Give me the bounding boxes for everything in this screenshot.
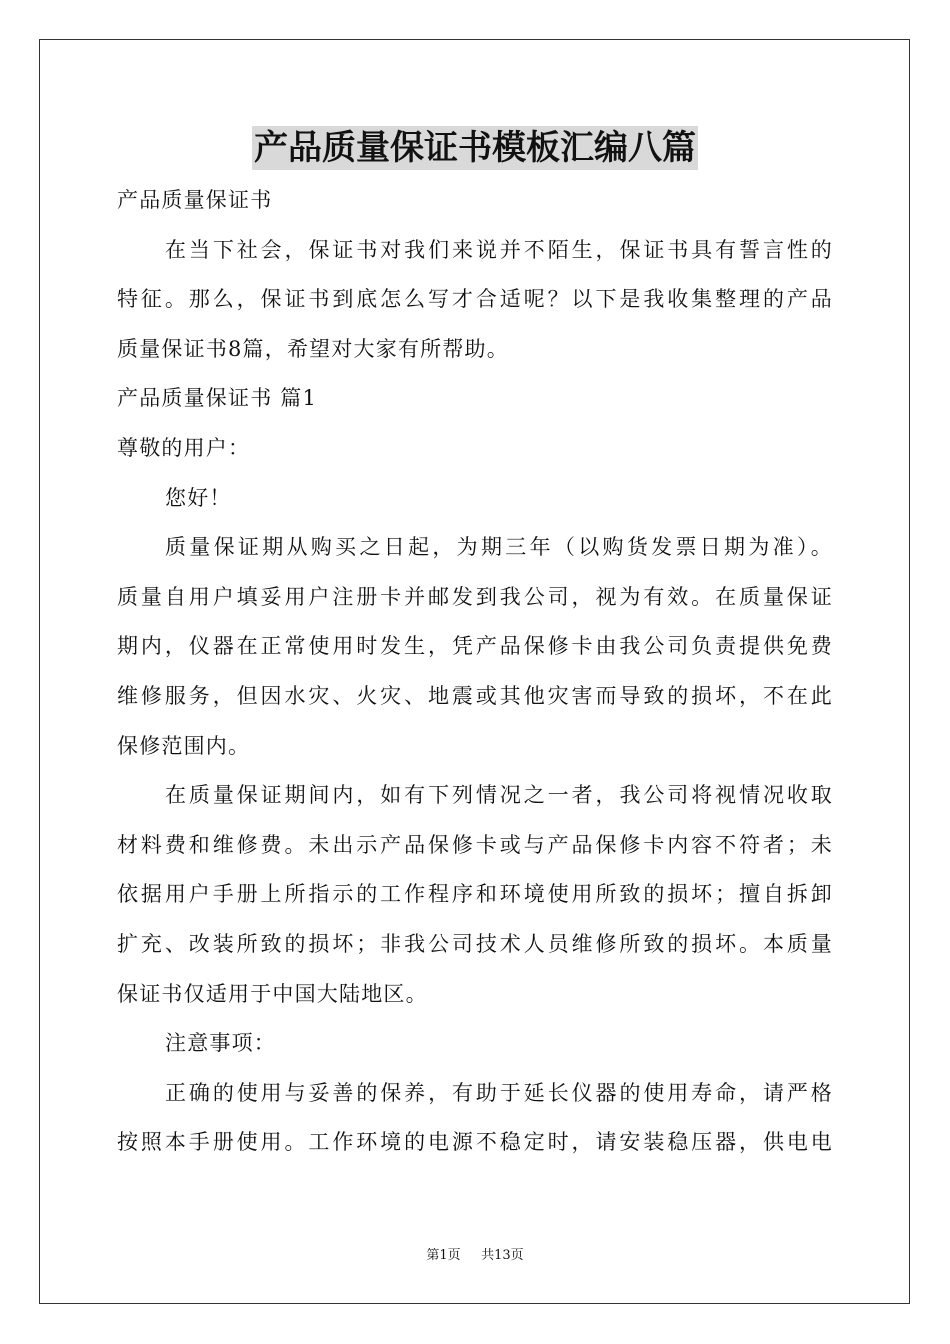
paragraph-line: 保证书仅适用于中国大陆地区。 [117,981,428,1006]
title-container [0,126,950,170]
subheading: 注意事项： [165,1031,276,1056]
page-footer [0,1246,950,1266]
paragraph-line: 按照本手册使用。工作环境的电源不稳定时，请安装稳压器，供电电 [117,1130,833,1155]
salutation: 尊敬的用户： [117,435,251,460]
paragraph-line: 质量保证期从购买之日起，为期三年（以购货发票日期为准）。 [165,535,833,560]
page-spacer [467,1248,475,1263]
paragraph-line: 正确的使用与妥善的保养，有助于延长仪器的使用寿命，请严格 [165,1080,833,1105]
paragraph-line: 维修服务，但因水灾、火灾、地震或其他灾害而导致的损坏，不在此 [117,683,833,708]
paragraph-line: 质量自用户填妥用户注册卡并邮发到我公司，视为有效。在质量保证 [117,584,833,609]
paragraph-line: 依据用户手册上所指示的工作程序和环境使用所致的损坏；擅自拆卸 [117,882,833,907]
page-number: 第1页 [426,1248,461,1263]
paragraph-line: 质量保证书8篇，希望对大家有所帮助。 [117,336,509,361]
greeting: 您好！ [165,485,232,510]
document-title: 产品质量保证书模板汇编八篇 [254,128,696,168]
document-body [117,176,833,1168]
page-total: 共13页 [481,1248,524,1263]
paragraph-line: 扩充、改装所致的损坏；非我公司技术人员维修所致的损坏。本质量 [117,931,833,956]
paragraph-line: 保修范围内。 [117,733,251,758]
paragraph-line: 特征。那么，保证书到底怎么写才合适呢？以下是我收集整理的产品 [117,287,833,312]
paragraph-line: 在质量保证期间内，如有下列情况之一者，我公司将视情况收取 [165,783,833,808]
paragraph-line: 期内，仪器在正常使用时发生，凭产品保修卡由我公司负责提供免费 [117,634,833,659]
section-heading: 产品质量保证书 [117,188,273,212]
paragraph-line: 在当下社会，保证书对我们来说并不陌生，保证书具有誓言性的 [165,237,833,262]
paragraph-line: 材料费和维修费。未出示产品保修卡或与产品保修卡内容不符者；未 [117,832,833,857]
section-heading: 产品质量保证书 篇1 [117,386,318,411]
